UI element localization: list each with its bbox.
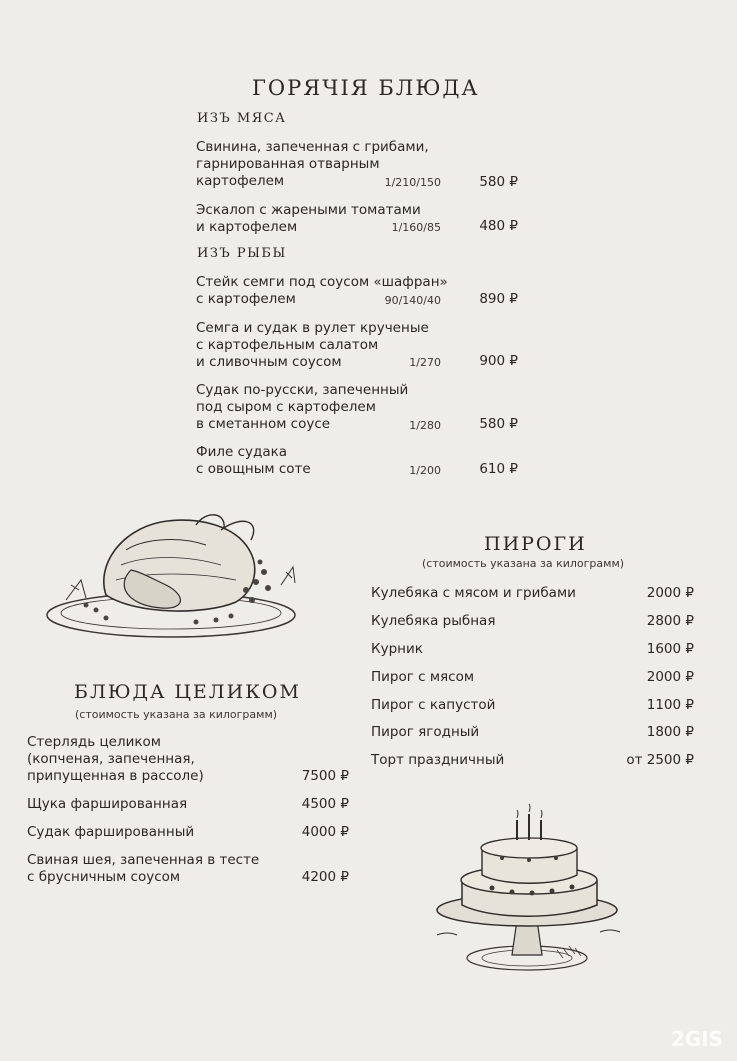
- item-price: 7500 ₽: [301, 768, 349, 784]
- menu-item: Свинина, запеченная с грибами, гарнированная отварным картофелем: [196, 139, 429, 189]
- pies-title: ПИРОГИ: [484, 533, 587, 555]
- menu-item: Судак по-русски, запеченный под сыром с картофелем в сметанном соусе: [196, 382, 409, 432]
- item-weight: 1/160/85: [391, 221, 441, 234]
- item-price: 4000 ₽: [301, 824, 349, 840]
- item-weight: 1/270: [409, 356, 441, 369]
- list-item: Торт праздничный: [371, 752, 505, 768]
- whole-dishes-note: (стоимость указана за килограмм): [75, 708, 278, 721]
- item-price: от 2500 ₽: [626, 752, 694, 768]
- menu-item: Семга и судак в рулет крученые с картофельным салатом и сливочным соусом: [196, 320, 429, 370]
- roast-chicken-illustration: [46, 510, 306, 640]
- menu-item: Стейк семги под соусом «шафран» с картофелем: [196, 274, 448, 307]
- menu-item: Щука фаршированная: [27, 796, 188, 812]
- item-price: 580 ₽: [479, 416, 518, 432]
- menu-item: Стерлядь целиком (копченая, запеченная, припущенная в рассоле): [27, 734, 204, 784]
- list-item: Кулебяка рыбная: [371, 613, 496, 629]
- item-price: 1100 ₽: [646, 697, 694, 713]
- list-item: Пирог с капустой: [371, 697, 496, 713]
- cake-illustration: [432, 800, 632, 990]
- item-price: 2000 ₽: [646, 669, 694, 685]
- item-price: 1800 ₽: [646, 724, 694, 740]
- list-item: Курник: [371, 641, 423, 657]
- watermark-logo: 2GIS: [670, 1027, 723, 1051]
- fish-subtitle: ИЗЪ РЫБЫ: [197, 246, 287, 261]
- item-price: 2800 ₽: [646, 613, 694, 629]
- list-item: Пирог ягодный: [371, 724, 480, 740]
- menu-item: Эскалоп с жареными томатами и картофелем: [196, 202, 421, 235]
- list-item: Кулебяка с мясом и грибами: [371, 585, 576, 601]
- item-price: 1600 ₽: [646, 641, 694, 657]
- item-weight: 1/280: [409, 419, 441, 432]
- menu-item: Филе судака с овощным соте: [196, 444, 311, 477]
- item-price: 890 ₽: [479, 291, 518, 307]
- item-weight: 1/200: [409, 464, 441, 477]
- item-weight: 1/210/150: [384, 176, 441, 189]
- list-item: Пирог с мясом: [371, 669, 475, 685]
- item-price: 4500 ₽: [301, 796, 349, 812]
- item-price: 610 ₽: [479, 461, 518, 477]
- item-price: 900 ₽: [479, 353, 518, 369]
- meat-subtitle: ИЗЪ МЯСА: [197, 111, 287, 126]
- menu-item: Судак фаршированный: [27, 824, 195, 840]
- item-price: 580 ₽: [479, 174, 518, 190]
- hot-dishes-title: ГОРЯЧІЯ БЛЮДА: [252, 76, 480, 100]
- item-price: 480 ₽: [479, 218, 518, 234]
- item-weight: 90/140/40: [384, 294, 441, 307]
- whole-dishes-title: БЛЮДА ЦЕЛИКОМ: [74, 681, 301, 703]
- item-price: 2000 ₽: [646, 585, 694, 601]
- item-price: 4200 ₽: [301, 869, 349, 885]
- menu-item: Свиная шея, запеченная в тесте с брусничным соусом: [27, 852, 260, 885]
- pies-note: (стоимость указана за килограмм): [422, 557, 625, 570]
